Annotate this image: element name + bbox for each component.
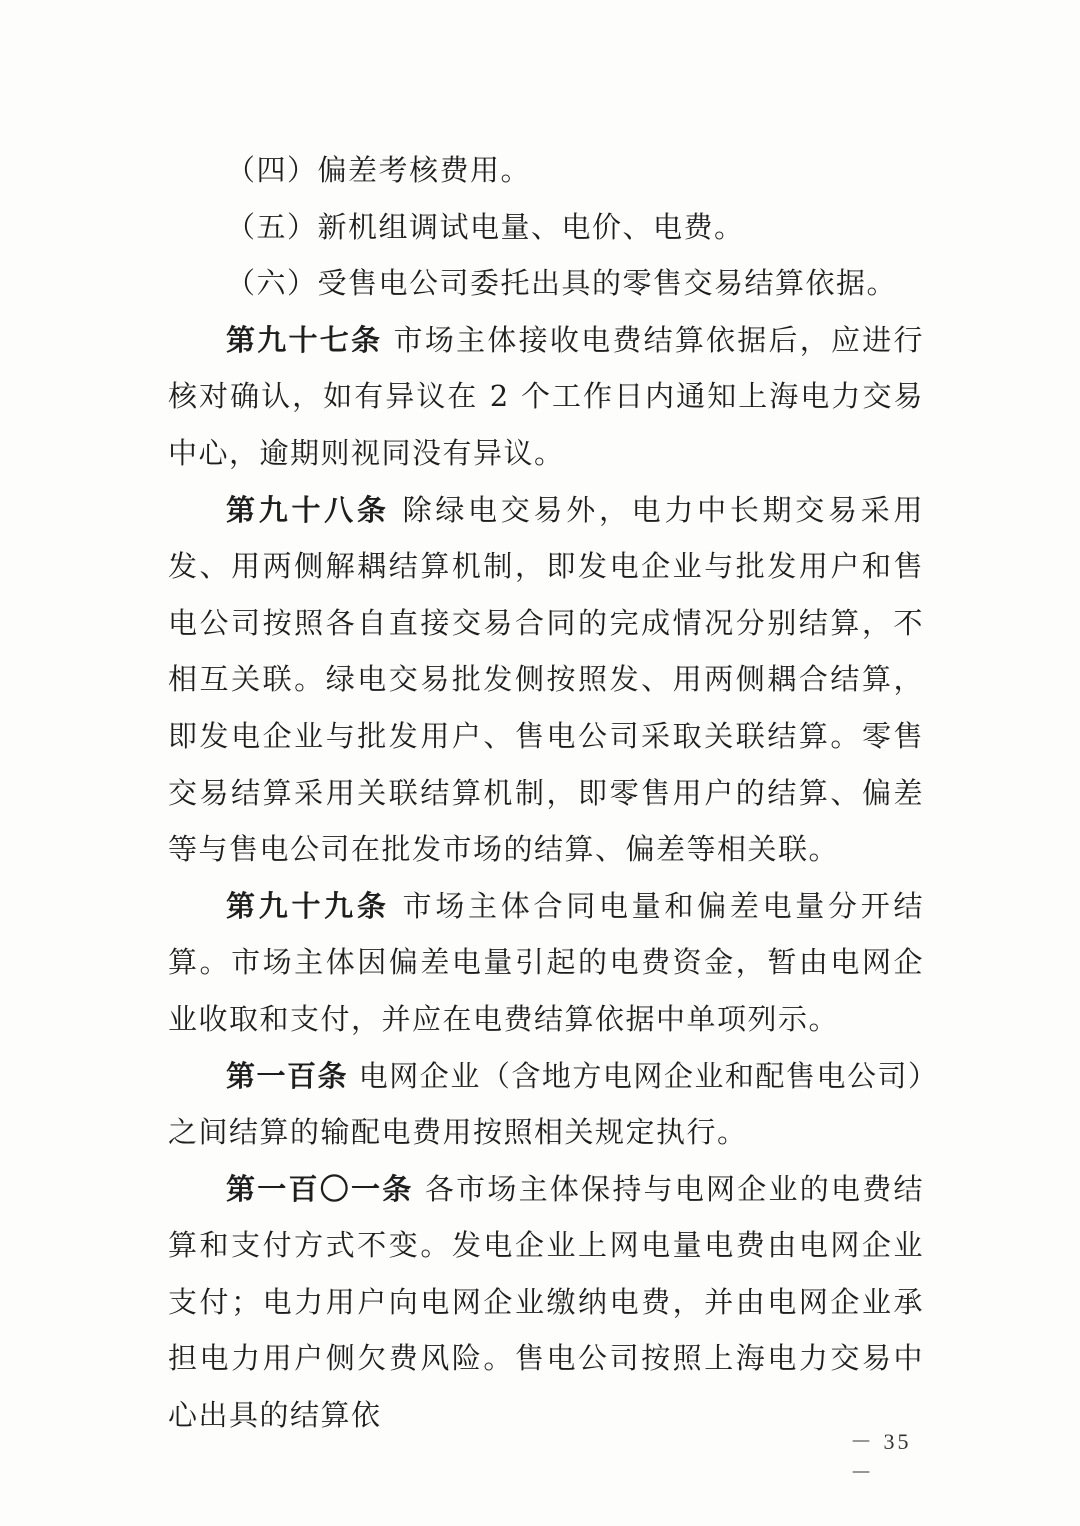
page-number: － 35 － [850,1429,912,1485]
paragraph-item-4 [168,142,924,199]
article-99 [168,878,924,1048]
article-98 [168,482,924,878]
article-text: 除绿电交易外，电力中长期交易采用发、用两侧解耦结算机制，即发电企业与批发用户和售电公司按照各自直接交易合同的完成情况分别结算，不相互关联。绿电交易批发侧按照发、用两侧耦合结算，即发电企业与批发用户、售电公司采取关联结算。零售交易结算采用关联结算机制，即零售用户的结算、偏差等与售电公司在批发市场的结算、偏差等相关联。 [168,492,924,867]
paragraph-item-5 [168,199,924,256]
article-text: 市场主体接收电费结算依据后，应进行核对确认，如有异议在 2 个工作日内通知上海电力交易中心，逾期则视同没有异议。 [168,322,924,470]
article-heading: 第一百条 [226,1058,349,1093]
article-heading: 第九十七条 [226,322,383,357]
article-text: 电网企业（含地方电网企业和配售电公司）之间结算的输配电费用按照相关规定执行。 [168,1058,924,1150]
article-97 [168,312,924,482]
document-body [168,142,924,1444]
article-text: 各市场主体保持与电网企业的电费结算和支付方式不变。发电企业上网电量电费由电网企业支付；电力用户向电网企业缴纳电费，并由电网企业承担电力用户侧欠费风险。售电公司按照上海电力交易中心出具的结算依 [168,1171,924,1433]
paragraph-text: （六）受售电公司委托出具的零售交易结算依据。 [226,266,898,301]
article-heading: 第一百〇一条 [226,1171,414,1206]
article-101 [168,1161,924,1444]
article-heading: 第九十八条 [226,492,390,527]
paragraph-item-6 [168,255,924,312]
paragraph-text: （四）偏差考核费用。 [226,153,532,187]
article-100 [168,1048,924,1161]
article-heading: 第九十九条 [226,888,390,923]
paragraph-text: （五）新机组调试电量、电价、电费。 [226,209,745,244]
article-text: 市场主体合同电量和偏差电量分开结算。市场主体因偏差电量引起的电费资金，暂由电网企业收取和支付，并应在电费结算依据中单项列示。 [168,888,924,1036]
